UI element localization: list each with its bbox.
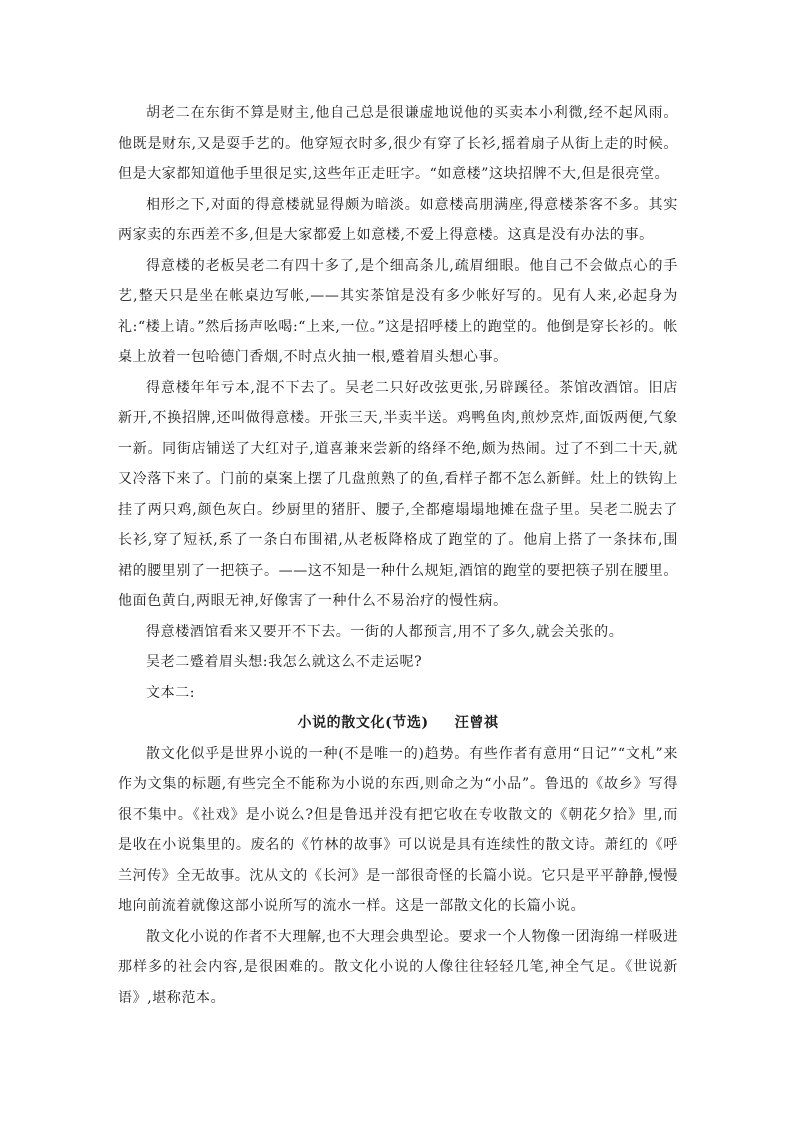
text-one-paragraph-6: 吴老二蹙着眉头想:我怎么就这么不走运呢? bbox=[146, 654, 423, 670]
text-two-heading bbox=[118, 708, 678, 739]
text-two-paragraph-1: 散文化似乎是世界小说的一种(不是唯一的)趋势。有些作者有意用“日记”“文札”来作为文集的标题,有些完全不能称为小说的东西,则命之为“小品”。鲁迅的《故乡》写得很不集中。《社戏》是小说么?但是鲁迅并没有把它收在专收散文的《朝花夕拾》里,而是收在小说集里的。废名的《竹林的故事》可以说是具有连续性的散文诗。萧红的《呼兰河传》全无故事。沈从文的《长河》是一部很奇怪的长篇小说。它只是平平静静,慢慢地向前流着就像这部小说所写的流水一样。这是一部散文化的长篇小说。 bbox=[118, 745, 678, 914]
text-one-paragraph-2: 相形之下,对面的得意楼就显得颇为暗淡。如意楼高朋满座,得意楼茶客不多。其实两家卖的东西差不多,但是大家都爱上如意楼,不爱上得意楼。这真是没有办法的事。 bbox=[118, 196, 678, 243]
text-two-author: 汪曾祺 bbox=[454, 715, 499, 731]
text-one-paragraph-4: 得意楼年年亏本,混不下去了。吴老二只好改弦更张,另辟蹊径。茶馆改酒馆。旧店新开,不换招牌,还叫做得意楼。开张三天,半卖半送。鸡鸭鱼肉,煎炒烹炸,面饭两便,气象一新。同街店铺送了大红对子,道喜兼来尝新的络绎不绝,颇为热闹。过了不到二十天,就又冷落下来了。门前的桌案上摆了几盘煎熟了的鱼,看样子都不怎么新鲜。灶上的铁钩上挂了两只鸡,颜色灰白。纱厨里的猪肝、腰子,全都瘪塌塌地摊在盘子里。吴老二脱去了长衫,穿了短袄,系了一条白布围裙,从老板降格成了跑堂的了。他肩上搭了一条抹布,围裙的腰里别了一把筷子。——这不知是一种什么规矩,酒馆的跑堂的要把筷子别在腰里。他面色黄白,两眼无神,好像害了一种什么不易治疗的慢性病。 bbox=[118, 379, 678, 609]
text-two-title: 小说的散文化(节选) bbox=[297, 715, 429, 731]
text-one-paragraph-1: 胡老二在东街不算是财主,他自己总是很谦虚地说他的买卖本小利微,经不起风雨。他既是财东,又是耍手艺的。他穿短衣时多,很少有穿了长衫,摇着扇子从街上走的时候。但是大家都知道他手里很足实,这些年正走旺字。“如意楼”这块招牌不大,但是很亮堂。 bbox=[118, 105, 678, 182]
text-one-paragraph-3: 得意楼的老板吴老二有四十多了,是个细高条儿,疏眉细眼。他自己不会做点心的手艺,整天只是坐在帐桌边写帐,——其实茶馆是没有多少帐好写的。见有人来,必起身为礼:“楼上请。”然后扬声吆喝:“上来,一位。”这是招呼楼上的跑堂的。他倒是穿长衫的。帐桌上放着一包哈德门香烟,不时点火抽一根,蹙着眉头想心事。 bbox=[118, 257, 678, 365]
text-one-paragraph-5: 得意楼酒馆看来又要开不下去。一街的人都预言,用不了多久,就会关张的。 bbox=[146, 623, 624, 640]
text-two-label: 文本二: bbox=[146, 684, 196, 701]
document-body bbox=[118, 98, 678, 1013]
text-two-paragraph-2: 散文化小说的作者不大理解,也不大理会典型论。要求一个人物像一团海绵一样吸进那样多的社会内容,是很困难的。散文化小说的人像往往轻轻几笔,神全气足。《世说新语》,堪称范本。 bbox=[118, 928, 678, 1006]
